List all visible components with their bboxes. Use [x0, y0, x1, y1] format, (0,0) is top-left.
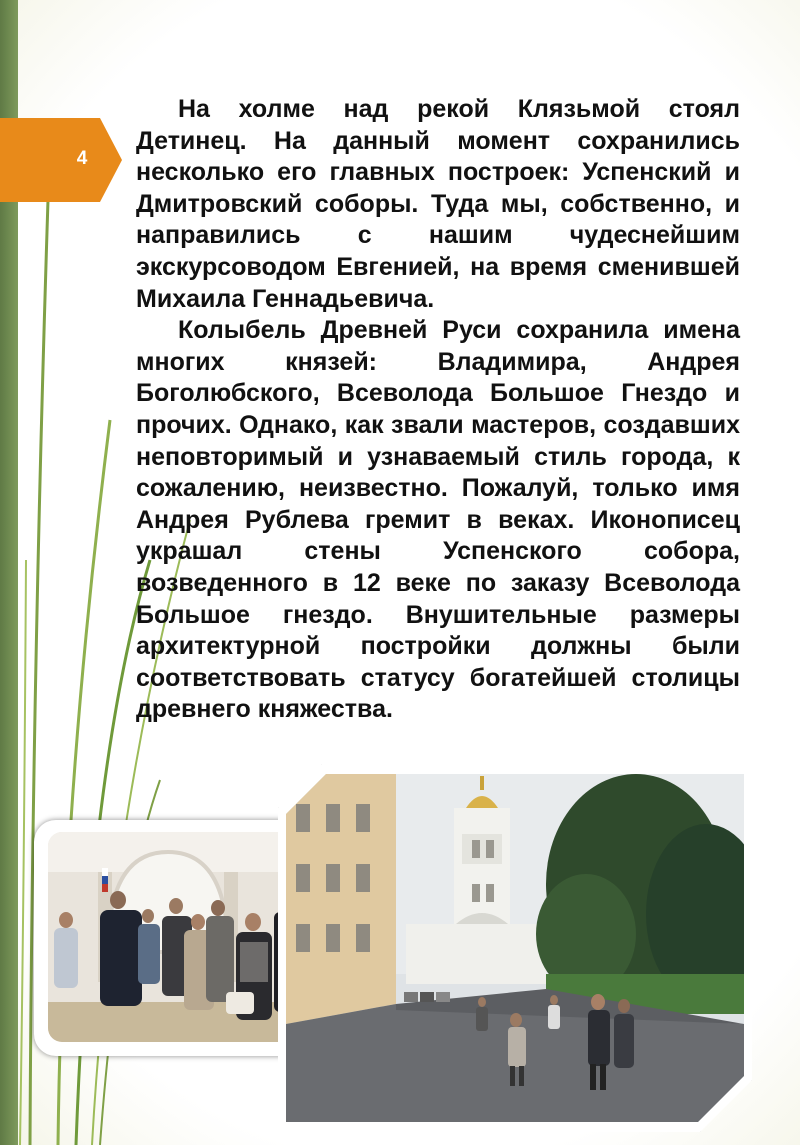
page-number-tab: [0, 118, 122, 202]
article-body: [136, 94, 740, 726]
paragraph-2: Колыбель Древней Руси сохранила имена многих князей: Владимира, Андрея Боголюбского, Всеволода Большое Гнездо и прочих. Однако, как звали мастеров, создавших неповторимый и узнаваемый стиль города, к сожалению, неизвестно. Пожалуй, только имя Андрея Рублева гремит в веках. Иконописец украшал стены Успенского собора, возведенного в 12 веке по заказу Всеволода Большое гнездо. Внушительные размеры архитектурной постройки должны были соответствовать статусу богатейшей столицы древнего княжества.: [136, 316, 740, 724]
paragraph-1: На холме над рекой Клязьмой стоял Детинец. На данный момент сохранились несколько его главных построек: Успенский и Дмитровский соборы. Туда мы, собственно, и направились с нашим чудеснейшим экскурсоводом Евгенией, на время сменившей Михаила Геннадьевича.: [136, 95, 740, 313]
bell-tower-photo: [286, 774, 744, 1122]
page-number: 4: [76, 148, 88, 169]
